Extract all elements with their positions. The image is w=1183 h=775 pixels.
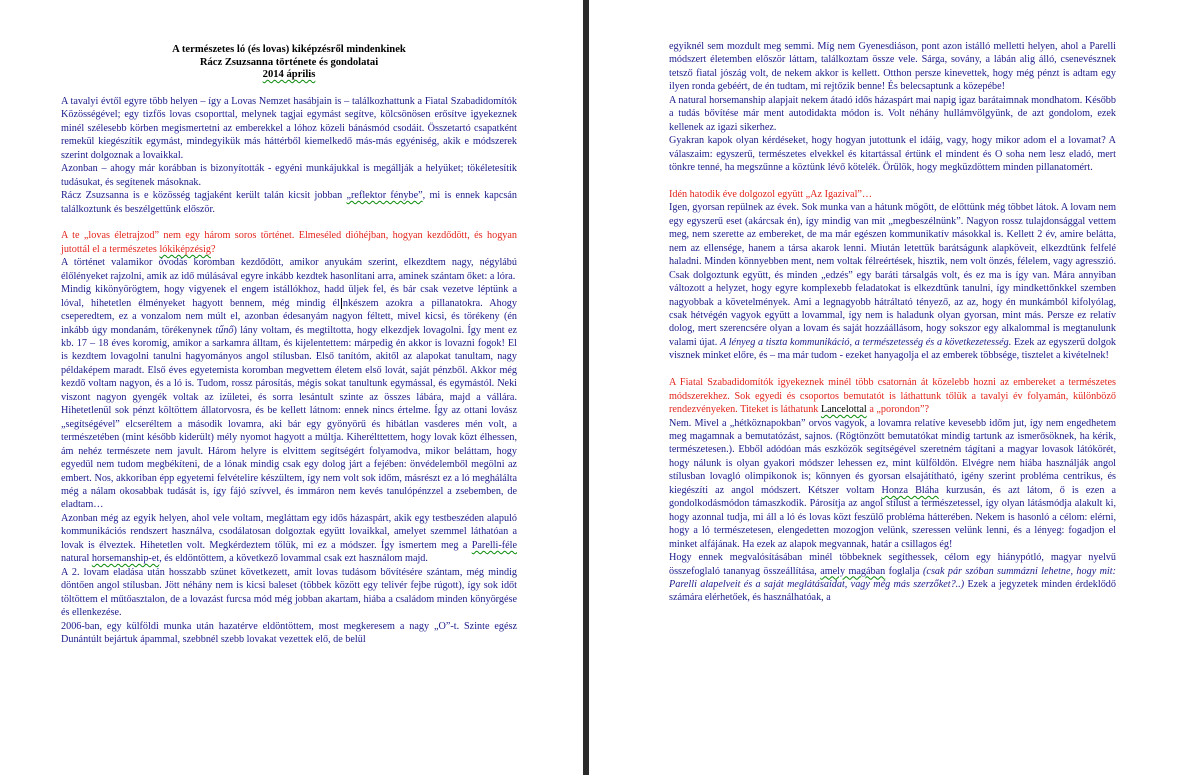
spellcheck-word: horsemanship-et <box>91 553 160 565</box>
text-run: Igen, gyorsan repülnek az évek. Sok munka van a hátunk mögött, de előttünk még többet látok. A lovam nem egy egyszerű eset (akárcsak én), így mindig van mit „megbeszélnünk”. Nagyon rossz tulajdonsággal vettem meg, nem szerette az embereket, de ma már egészen kommunikatív másokkal is. Kellett 2 év, amire belátta, nem az ellensége, hanem a társa akarok lenni. Miután letettük barátságunk alapköveit, elkezdtünk felfelé haladni. Minden könnyebben ment, nem voltak félreértések, hisztik, nem volt önzés, félelem, vagy agresszió. Csak dolgoztunk együtt, és minden „edzés” egy baráti társalgás volt, és ez ma is így van. Mára annyiban változott a helyzet, hogy egyre komplexebb feladatokat is elkezdtünk tanulni, így mindkettőnkkel szemben nagyobbak a követelmények. Ami a legnagyobb hátráltató tényező, az az, hogy én munkámból kifolyólag, csak hétvégén vagyok együtt a lovammal, így nem is haladunk olyan gyorsan, mint más. Persze ez relatív dolog, mert szerencsére olyan a lovam és saját hozzáállásom, hogy sokszor egy alkalommal is megtanulunk valami újat. <box>669 202 1116 348</box>
answer-3-paragraph-2 <box>669 551 1116 605</box>
question-3 <box>669 376 1116 416</box>
spellcheck-word: amely magában <box>820 565 886 577</box>
answer-1-continued-3: Gyakran kapok olyan kérdéseket, hogy hogyan jutottunk el idáig, vagy, hogy mikor adom el a lovamat? A válaszaim: egyszerű, természetes elvekkel és kitartással értünk el mindent és O soha nem lesz eladó, mert tönkre tenné, ha megszűnne a köztünk lévő kötelék. Örülök, hogy megküzdöttem minden pillanatomért. <box>669 135 1116 174</box>
answer-1-continued-1: egyiknél sem mozdult meg semmi. Míg nem Gyenesdiáson, pont azon istálló melletti helyen, ahol a Parelli módszert életemben először láttam, találkoztam össze vele. Sárga, sovány, a lábán alig álló, csenevésznek tetsző fiatal jószág volt, de nekem akkor is kellett. Otthon persze kinevettek, hogy még pénzt is adtam egy ilyen ronda gebéért, de én tudtam, mi rejtőzik benne! És belecsaptunk a közepébe! <box>669 41 1116 93</box>
answer-1-continued-2: A natural horsemanship alapjait nekem átadó idős házaspárt mai napig igaz barátaimnak mondhatom. Később a tudás bővítése már ment autodidakta módon is. Volt néhány hullámvölgyünk, de azt gondolom, ezek kellenek az igazi sikerhez. <box>669 94 1116 133</box>
doc-date-text: 2014 április <box>262 69 316 80</box>
doc-title-line1: A természetes ló (és lovas) kiképzésről mindenkinek <box>172 44 406 55</box>
answer-1-paragraph-3 <box>61 512 517 566</box>
answer-2-paragraph-1 <box>669 201 1116 362</box>
italic-comment: (csak pár szóban summázni lehetne, hogy mit: Parelli alapelveit és a saját meglátásaidat, vagy még más szerzőket?..) <box>669 565 1116 590</box>
text-run: A te „lovas életrajzod” nem egy három soros történet. Elmeséled dióhéjban, hogyan kezdődött, és hogyan jutottál el a természetes <box>61 230 517 255</box>
text-run: A Fiatal Szabadidomítók igyekeznek minél több csatornán át közelebb hozni az embereket a természetes módszerekhez. Sok egyedi és csoportos bemutatót is láthattunk tőlük a tavalyi év folyamán, különböző rendezvényeken. Titeket is láthatunk <box>669 377 1116 416</box>
text-run: kurzusán, és azt látom, ő is ezen a gondolkodásmódon támaszkodik. Párosítja az angol stílust a természetessel, így olyan látásmódja alakult ki, hogy azonnal tudja, mi áll a ló és lovas közt feszülő probléma hátterében. Nekem is hasonló a célom: elérni, hogy a ló természetesen, elengedetten mozogjon velünk, szeressen velünk lenni, és a lényeg: fogadjon el minket alfájának. Ha ezek az alapok megvannak, határ a csillagos ég! <box>669 484 1117 550</box>
text-run: a „porondon”? <box>866 404 929 416</box>
answer-1-paragraph-4: A 2. lovam eladása után hosszabb szünet következett, amit lovas tudásom bővítésére szántam, még mindig döntően angol stílusban. Jött néhány nem is kicsi baleset (többek között egy telivér fejbe rúgott), így sok időt töltöttem el műtőasztalon, de a lovazást furcsa mód még jobban akartam, hiába a családom minden könyörgése és ellenkezése. <box>61 566 517 619</box>
answer-1-paragraph-1: A történet valamikor óvodás koromban kezdődött, amikor anyukám szerint, elkezdtem nagy, négylábú élőlényeket rajzolni, amik az idő múlásával egyre inkább kezdtek hasonlítani arra, aminek szántam őket: a lóra. <box>61 257 517 282</box>
text-run: Hogy ennek megvalósításában minél többeknek segíthessek, célom egy hiánypótló, magyar nyelvű összefoglaló tananyag összeállítása, <box>669 552 1116 577</box>
text-run: nkészem azokra a pillanatokra. Ahogy cseperedtem, ez a vonzalom nem múlt el, azonban édesanyám nagyon féltett, mivel kicsi, és törékeny (én inkább úgy mondanám, törékenynek <box>61 297 517 336</box>
text-run: Mindig kikönyörögtem, hogy vigyenek el engem istállókhoz, hadd üljek fel, és bár csak vezetve léptünk a lóval, hihetetlen élményeket hagyott bennem, még mindig él <box>61 284 517 309</box>
answer-3-paragraph-1 <box>669 417 1116 552</box>
spacer <box>61 82 517 95</box>
italic-sentence: A lényeg a tiszta kommunikáció, a természetesség és a következetesség. <box>719 336 1012 348</box>
right-page <box>589 0 1183 775</box>
spacer <box>669 175 1116 188</box>
spellcheck-word: lókiképzésig <box>159 243 211 255</box>
text-run: Rácz Zsuzsanna is e közösség tagjaként került talán kicsit jobban <box>61 190 347 202</box>
doc-title-line2: Rácz Zsuzsanna története és gondolatai <box>199 56 379 68</box>
text-run: foglalja <box>885 565 924 577</box>
spacer <box>61 216 517 229</box>
right-column <box>669 40 1116 605</box>
text-run: ? <box>210 243 216 255</box>
intro-paragraph-2: Azonban – ahogy már korábban is bizonyították - egyéni munkájukkal is megállják a helyüket; tökéletesítik tudásukat, és segítenek másoknak. <box>61 163 517 188</box>
text-run: Ezek az egyszerű dolgok visznek minket előre, és – ma már tudom - ezeket hanyagolja el az emberek többsége, tisztelet a kivételnek! <box>669 336 1117 362</box>
left-column <box>61 44 517 646</box>
answer-1-paragraph-2 <box>61 283 517 512</box>
italic-word: tűnő <box>215 324 234 336</box>
text-run: Nem. Mivel a „hétköznapokban” orvos vagyok, a lovamra relatíve kevesebb időm jut, így nem engedhetem meg magamnak a bemutatózást, sajnos. (Rögtönzött bemutatókat mindig tartunk az ismerősöknek, ha kérik, természetesen.). Ebből adódóan más eszközök segítségével szeretném tágítani a magyar lovasok látókörét, hogy nálunk is olyan gyakori módszer lehessen ez, mint külföldön. Elvégre nem hiába használják angol stílusban lovagló olimpikonok is; könnyen és gyorsan elsajátítható, igény szerint probléma centrikus, és kiegészíti az angol módszert. Kétszer voltam <box>669 417 1116 496</box>
intro-paragraph-1: A tavalyi évtől egyre több helyen – így a Lovas Nemzet hasábjain is – találkozhattunk a Fiatal Szabadidomítók Közösségével; egy tizfős lovas csoporttal, melynek tagjai egymást segítve, kölcsönösen erősítve igyekeznek minél szélesebb körben megismertetni az emberekkel a lóhoz közeli bánásmód csodáit. Összetartó csapatként remekül kiegészítik egymást, mindegyikük más háttérből kiemelkedő más-más egyéniség, akik e módszerek szerint dolgoznak a lovaikkal. <box>61 95 517 161</box>
text-run: , mi is ennek kapcsán találkoztunk és beszélgettünk először. <box>61 190 517 215</box>
spellcheck-word: Lancelottal <box>820 404 867 416</box>
spellcheck-word: Parelli-féle <box>471 539 517 551</box>
text-run: , és eldöntöttem, a következő lovammal csak ezt használom majd. <box>159 553 428 565</box>
text-run: ) lány voltam, és megtiltotta, hogy elkezdjek lovagolni. Így ment ez kb. 17 – 18 éves koromig, amikor a sarkamra álltam, és kijelentettem: márpedig én akkor is lovazni fogok! El is kezdtem lovagolni tanulni hagyományos angol stílusban. Első tanítóm, akitől az alapokat tanultam, nagy példaképem maradt. Első éves egyetemista koromban megvettem életem első lovát, saját pénzből. Akkor még kezdő voltam nagyon, és a ló is. Tudom, rossz párosítás, mégis sokat tanultunk egymással, és egymástól. Neki viszont nagyon gyengék voltak az izületei, és sorra lesántult szinte az összes lábára, majd a vállára. Hihetetlenül sok pénzt költöttem állatorvosra, és be kellett látnom: ennek nincs értelme. Így az ottani lovász „segítségével” elcseréltem a második lovamra, aki bár egy gyönyörű és hibátlan vasderes mén volt, a természetében (mint később kiderült) mély nyomot hagyott a múltja. Kiherélttettem, hogy lovak közt élhessen, ám nehéz természete nem javult. Három helyre is elvittem segítségért folyamodva, mikor beláttam, hogy egyedül nem tudom megbékíteni, de a lónak mindig csak egy dolog járt a fejében: önvédelemből megölni az embert. Nos, akkoriban épp egyetemi felvételire készültem, így nem volt sok időm, másrészt ez a ló meghálálta még a nálam okosabbak tudását is, így fájó szívvel, és immáron nem kevés tanulópénzzel a zsebemben, de eladtam… <box>61 324 517 511</box>
text-run: Ezek a jegyzetek minden érdeklődő számára elérhetőek, és használhatóak, a <box>669 579 1116 604</box>
text-run: Azonban még az egyik helyen, ahol vele voltam, megláttam egy idős házaspárt, akik egy testbeszéden alapuló kommunikációs rendszert használva, csodálatosan dolgoztak együtt lovaikkal, amelyet szemmel láthatóan a lovak is élveztek. Hihetetlen volt. Megkérdeztem tőlük, mi ez a módszer. Így ismertem meg a <box>61 512 517 551</box>
question-2: Idén hatodik éve dolgozol együtt „Az Igazival”… <box>669 188 873 200</box>
intro-paragraph-3 <box>61 189 517 216</box>
spellcheck-word: Honza Bláha <box>881 484 939 496</box>
answer-1-paragraph-5: 2006-ban, egy külföldi munka után hazatérve eldöntöttem, most megkeresem a nagy „O”-t. Szinte egész Dunántúlt bejártuk ápammal, szebbnél szebb lovakat vezettek elő, de belül <box>61 620 517 645</box>
left-page <box>0 0 583 775</box>
spacer <box>669 363 1116 376</box>
text-cursor-icon <box>341 298 342 309</box>
doc-date <box>61 69 517 82</box>
text-run: natural <box>61 553 92 565</box>
question-1 <box>61 229 517 256</box>
spellcheck-word: „reflektor fénybe” <box>346 190 423 202</box>
